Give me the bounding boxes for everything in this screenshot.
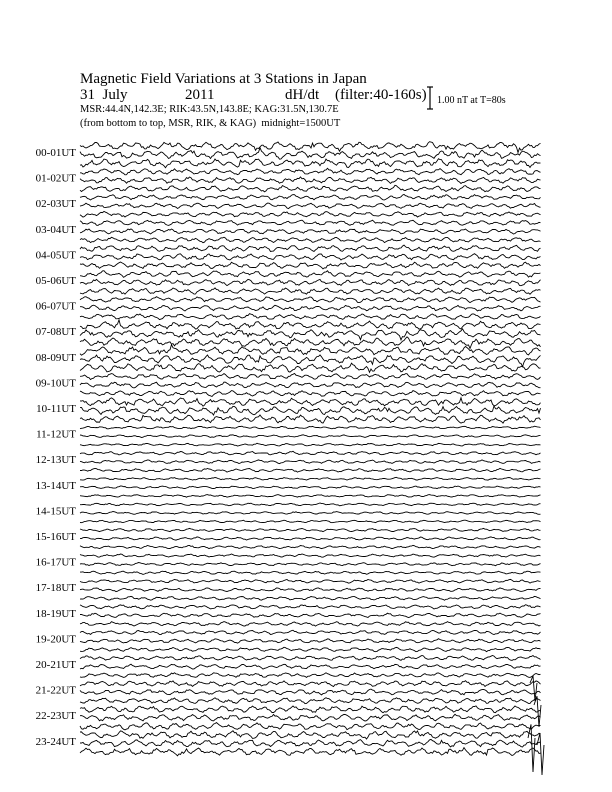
row-label: 10-11UT: [36, 403, 76, 415]
station-trace-rik: [80, 435, 541, 438]
station-trace-kag: [80, 554, 541, 557]
row-label: 14-15UT: [35, 505, 76, 518]
station-trace-msr: [80, 673, 541, 678]
station-trace-rik: [80, 486, 541, 489]
station-trace-kag: [80, 731, 541, 739]
row-label: 12-13UT: [35, 454, 76, 467]
station-trace-kag: [80, 656, 541, 661]
station-trace-kag: [80, 451, 541, 455]
station-trace-kag: [80, 320, 541, 329]
station-trace-rik: [80, 254, 541, 260]
station-trace-kag: [80, 528, 541, 531]
station-trace-rik: [80, 689, 541, 695]
station-trace-msr: [80, 647, 541, 652]
station-order-note: (from bottom to top, MSR, RIK, & KAG): [80, 118, 257, 129]
row-label: 04-05UT: [35, 249, 76, 262]
station-trace-kag: [80, 579, 541, 583]
station-trace-kag: [80, 681, 541, 687]
station-trace-rik: [80, 613, 541, 617]
row-label: 13-14UT: [35, 479, 76, 492]
row-label: 22-23UT: [35, 710, 76, 723]
station-trace-msr: [80, 314, 541, 320]
station-trace-rik: [80, 537, 541, 540]
row-label: 23-24UT: [35, 735, 76, 748]
station-trace-kag: [80, 426, 541, 429]
station-trace-msr: [80, 288, 541, 294]
chart-title: Magnetic Field Variations at 3 Stations in Japan: [80, 71, 367, 87]
station-trace-rik: [80, 406, 541, 415]
station-trace-kag: [80, 706, 541, 713]
date-day: 31 July: [80, 87, 128, 103]
station-trace-msr: [80, 159, 541, 168]
row-label: 19-20UT: [35, 633, 76, 646]
station-trace-kag: [80, 398, 541, 406]
row-label: 06-07UT: [35, 300, 76, 313]
station-trace-msr: [80, 748, 541, 756]
scale-bar-label: 1.00 nT at T=80s: [437, 95, 506, 106]
stations-line: MSR:44.4N,142.3E; RIK:43.5N,143.8E; KAG:31.5N,130.7E: [80, 104, 339, 115]
station-trace-kag: [80, 297, 541, 303]
station-trace-msr: [80, 571, 541, 574]
row-label: 03-04UT: [35, 223, 76, 236]
station-trace-msr: [80, 520, 541, 523]
station-trace-kag: [80, 477, 541, 480]
station-trace-rik: [80, 203, 541, 209]
station-trace-msr: [80, 363, 541, 372]
row-label: 05-06UT: [35, 275, 76, 287]
station-trace-kag: [80, 630, 541, 634]
station-trace-kag: [80, 345, 541, 356]
station-trace-msr: [80, 185, 541, 192]
station-trace-rik: [80, 148, 541, 159]
station-trace-msr: [80, 443, 541, 446]
spike-trace: [528, 724, 535, 772]
station-trace-rik: [80, 563, 541, 566]
row-label: 11-12UT: [36, 428, 76, 441]
station-trace-rik: [80, 229, 541, 234]
station-trace-msr: [80, 545, 541, 548]
row-label: 21-22UT: [35, 684, 76, 697]
row-label: 17-18UT: [35, 582, 76, 595]
station-trace-rik: [80, 305, 541, 311]
station-trace-rik: [80, 588, 541, 592]
station-trace-kag: [80, 168, 541, 175]
station-trace-kag: [80, 194, 541, 200]
row-label: 00-01UT: [35, 147, 76, 159]
station-trace-rik: [80, 382, 541, 388]
station-trace-rik: [80, 512, 541, 515]
station-trace-rik: [80, 177, 541, 184]
station-trace-kag: [80, 220, 541, 225]
station-trace-rik: [80, 639, 541, 643]
row-label: 20-21UT: [35, 659, 76, 671]
station-trace-kag: [80, 605, 541, 609]
spike-trace: [537, 733, 544, 775]
station-trace-kag: [80, 142, 541, 153]
station-trace-msr: [80, 262, 541, 269]
station-trace-kag: [80, 503, 541, 506]
station-trace-rik: [80, 460, 541, 464]
filter-label: (filter:40-160s): [335, 87, 427, 103]
row-label: 08-09UT: [35, 351, 76, 364]
midnight-note: midnight=1500UT: [261, 118, 341, 129]
station-trace-msr: [80, 337, 541, 349]
station-trace-kag: [80, 271, 541, 278]
station-trace-msr: [80, 211, 541, 217]
station-trace-msr: [80, 723, 541, 730]
station-trace-msr: [80, 495, 541, 498]
row-label: 16-17UT: [35, 556, 76, 569]
station-trace-rik: [80, 714, 541, 721]
station-trace-msr: [80, 698, 541, 704]
spike-trace: [530, 676, 537, 701]
station-trace-rik: [80, 279, 541, 285]
station-trace-rik: [80, 329, 541, 340]
station-trace-msr: [80, 415, 541, 423]
station-trace-kag: [80, 245, 541, 251]
row-label: 01-02UT: [35, 172, 76, 185]
quantity-label: dH/dt: [285, 87, 320, 103]
row-label: 15-16UT: [35, 531, 76, 543]
row-label: 02-03UT: [35, 198, 76, 211]
row-label: 18-19UT: [35, 607, 76, 620]
station-trace-msr: [80, 622, 541, 627]
station-trace-rik: [80, 739, 541, 747]
station-trace-msr: [80, 468, 541, 472]
station-trace-rik: [80, 664, 541, 669]
row-label: 09-10UT: [35, 377, 76, 390]
station-trace-kag: [80, 373, 541, 379]
station-trace-msr: [80, 596, 541, 600]
row-label: 07-08UT: [35, 326, 76, 339]
station-trace-msr: [80, 237, 541, 243]
date-year: 2011: [185, 87, 215, 103]
station-trace-msr: [80, 391, 541, 397]
